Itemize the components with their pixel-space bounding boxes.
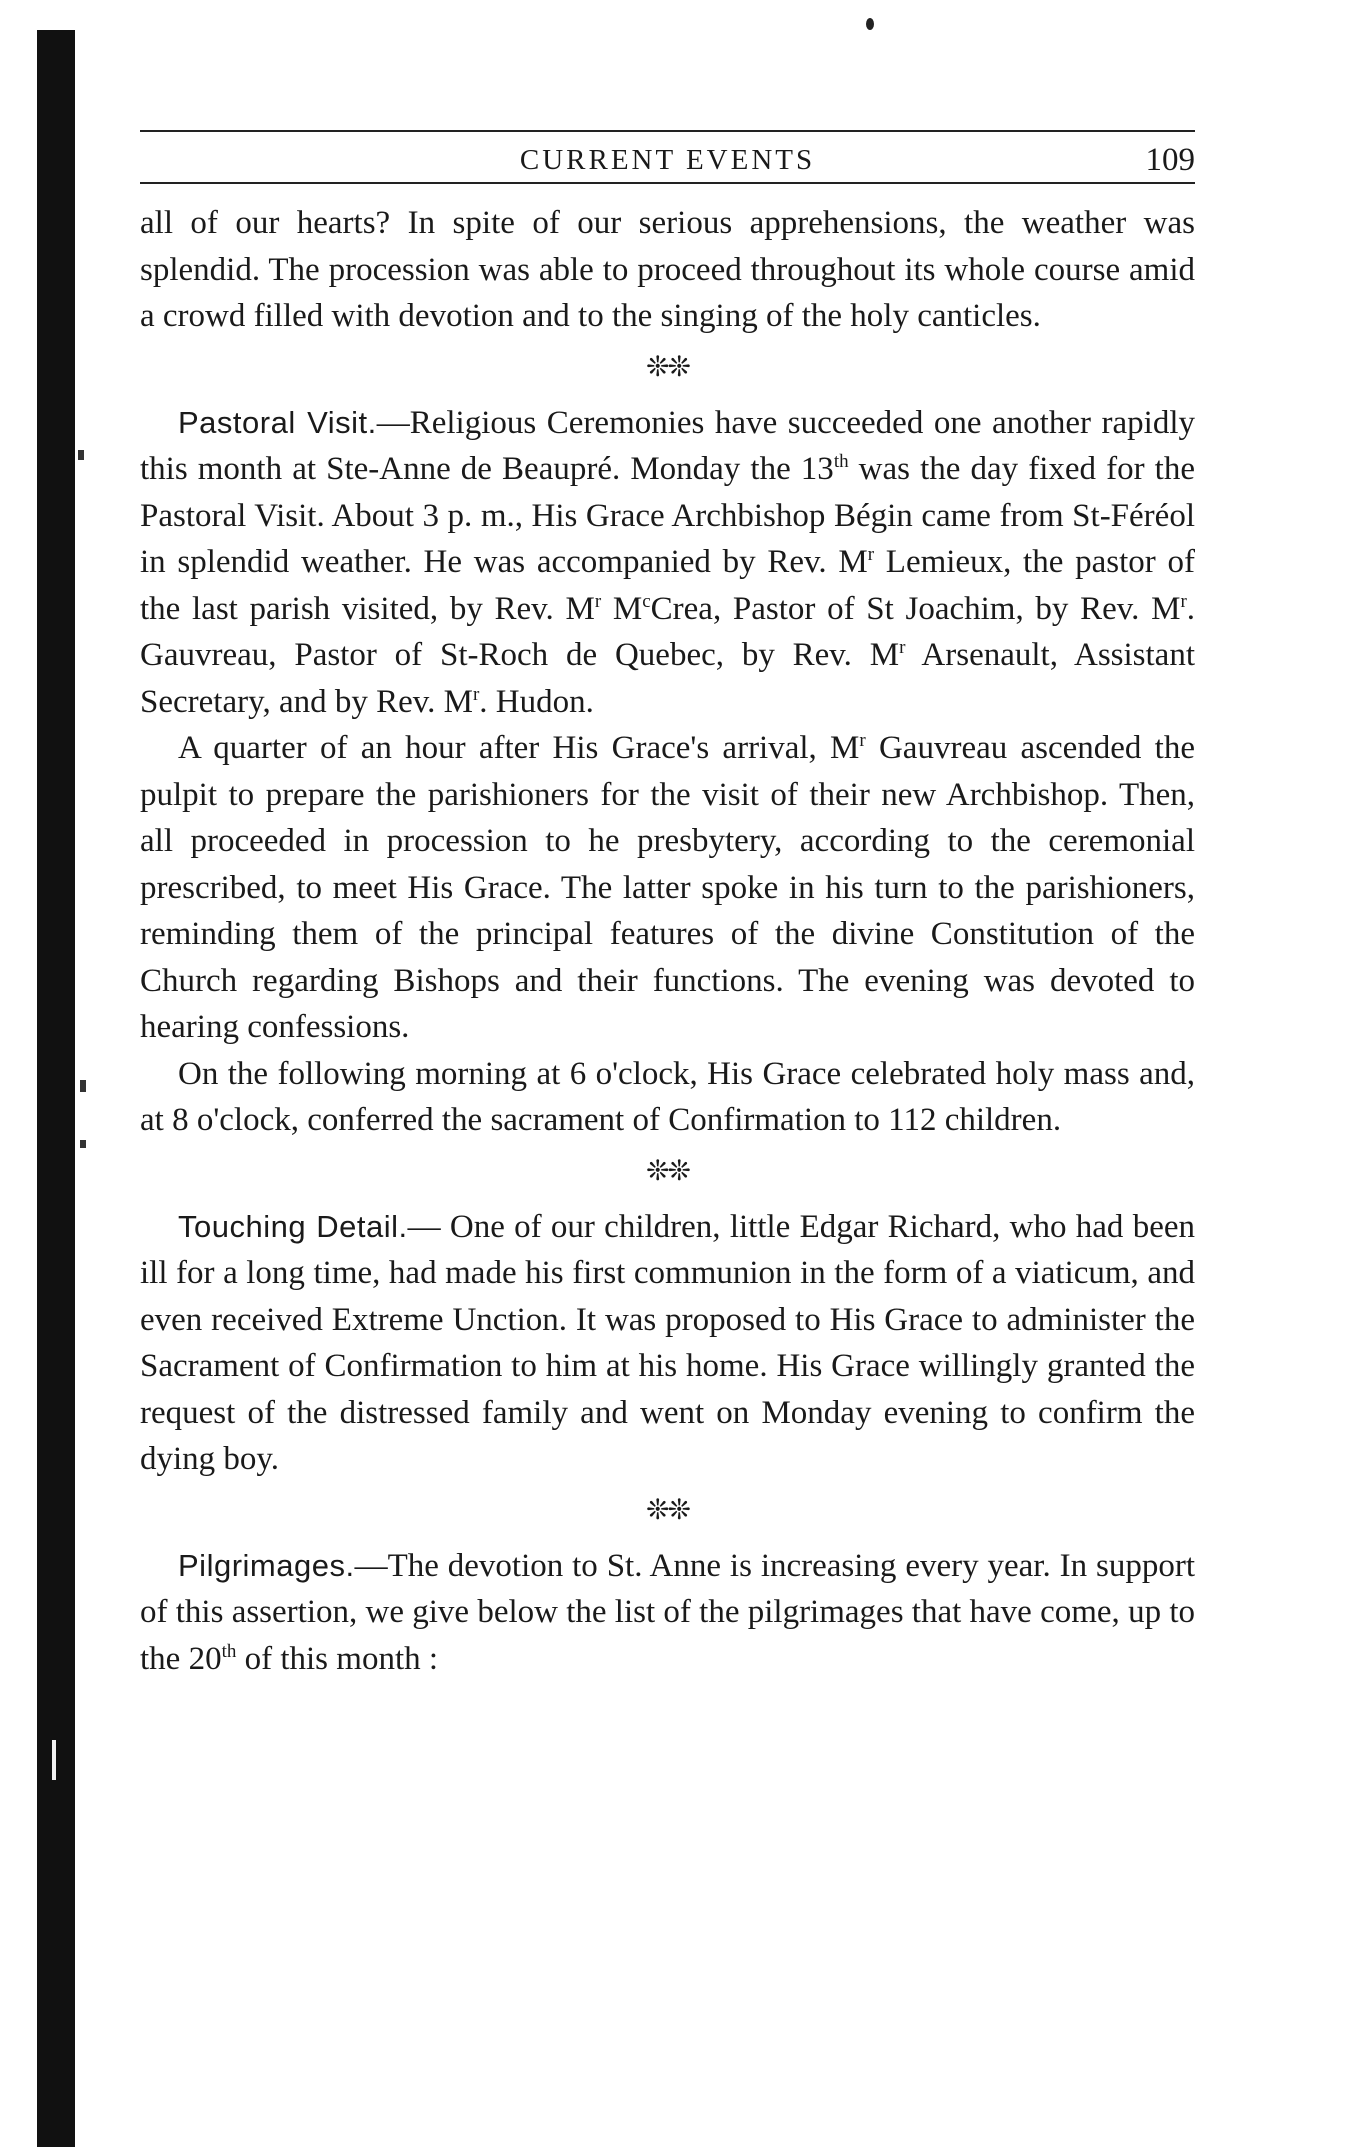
touching-text: One of our children, little Edgar Richard, who had been ill for a long time, had made his first communion in the form of a viaticum, and even received Extreme Unction. It was proposed to His Grace to administer the Sacrament of Confirmation to him at his home. His Grace willingly granted the request of the distressed family and went on Monday evening to confirm the dying boy. <box>140 1208 1195 1477</box>
edge-mark <box>52 1740 56 1780</box>
pastoral-paragraph-2 <box>140 725 1195 1051</box>
pastoral-text: Religious Ceremonies have succeeded one another rapidly this month at Ste-Anne de Beaupré. Monday the 13 <box>140 404 1195 487</box>
pilgrimages-heading: Pilgrimages. <box>178 1547 355 1583</box>
section-ornament: ❊❊ <box>646 1494 689 1526</box>
edge-mark <box>78 450 84 460</box>
pastoral-text: Crea, Pastor of St Joachim, by Rev. M <box>650 590 1181 627</box>
section-ornament: ❊❊ <box>646 1155 689 1187</box>
pastoral-text: . Gauvreau, Pastor of St-Roch de Quebec, by Rev. M <box>140 590 1196 673</box>
stray-dot <box>866 18 874 30</box>
pastoral-text: Lemieux, the pastor of the last parish visited, by Rev. M <box>140 544 1195 627</box>
header-rule-bottom <box>140 182 1195 184</box>
edge-mark <box>80 1140 86 1148</box>
pastoral-text: A quarter of an hour after His Grace's arrival, M <box>178 730 860 766</box>
pastoral-paragraph-1 <box>140 400 1195 726</box>
running-head <box>140 138 1195 182</box>
section-ornament: ❊❊ <box>646 351 689 383</box>
touching-paragraph <box>140 1204 1195 1483</box>
pilgrimages-text: of this month : <box>236 1640 439 1677</box>
superscript: r <box>867 544 875 565</box>
superscript: r <box>594 590 602 612</box>
touching-dash: — <box>407 1208 450 1245</box>
superscript: th <box>221 1640 237 1662</box>
intro-paragraph: all of our hearts? In spite of our serious apprehensions, the weather was splendid. The procession was able to proceed throughout its whole course amid a crowd filled with devotion and to the singing of the holy canticles. <box>140 205 1195 334</box>
superscript: r <box>859 730 866 751</box>
pastoral-heading: Pastoral Visit. <box>178 404 377 440</box>
page-number: 109 <box>1145 142 1195 178</box>
pastoral-text: M <box>601 590 643 627</box>
superscript: r <box>472 683 480 705</box>
pastoral-dash: — <box>376 404 410 441</box>
pastoral-text: Gauvreau ascended the pulpit to prepare the parishioners for the visit of their new Archbishop. Then, all proceeded in procession to he presbytery, according to the ceremonial prescribed, to meet His Grace. The latter spoke in his turn to the parishioners, reminding them of the principal features of the divine Constitution of the Church regarding Bishops and their functions. The evening was devoted to hearing confessions. <box>140 730 1195 1045</box>
pilgrimages-text: The devotion to St. Anne is increasing every year. In support of this assertion, we give below the list of the pilgrimages that have come, up to the 20 <box>140 1547 1195 1677</box>
edge-mark <box>80 1080 86 1092</box>
binding-edge <box>37 30 75 2147</box>
pastoral-text: . Hudon. <box>479 683 594 720</box>
header-rule-top <box>140 130 1195 132</box>
pastoral-paragraph-3: On the following morning at 6 o'clock, His Grace celebrated holy mass and, at 8 o'clock, conferred the sacrament of Confirmation to 112 children. <box>140 1055 1195 1138</box>
superscript: r <box>1180 590 1187 612</box>
pastoral-text: Arsenault, Assistant Secretary, and by Rev. M <box>140 637 1195 720</box>
superscript: r <box>899 637 906 658</box>
page <box>140 130 1195 1682</box>
pastoral-text: was the day fixed for the Pastoral Visit. About 3 p. m., His Grace Archbishop Bégin came from St-Féréol in splendid weather. He was accompanied by Rev. M <box>140 451 1195 580</box>
superscript: th <box>833 451 849 472</box>
pilgrimages-dash: — <box>354 1547 388 1584</box>
superscript: c <box>642 590 651 612</box>
running-title: CURRENT EVENTS <box>519 144 816 176</box>
touching-heading: Touching Detail. <box>178 1208 408 1244</box>
pilgrimages-paragraph <box>140 1543 1195 1683</box>
